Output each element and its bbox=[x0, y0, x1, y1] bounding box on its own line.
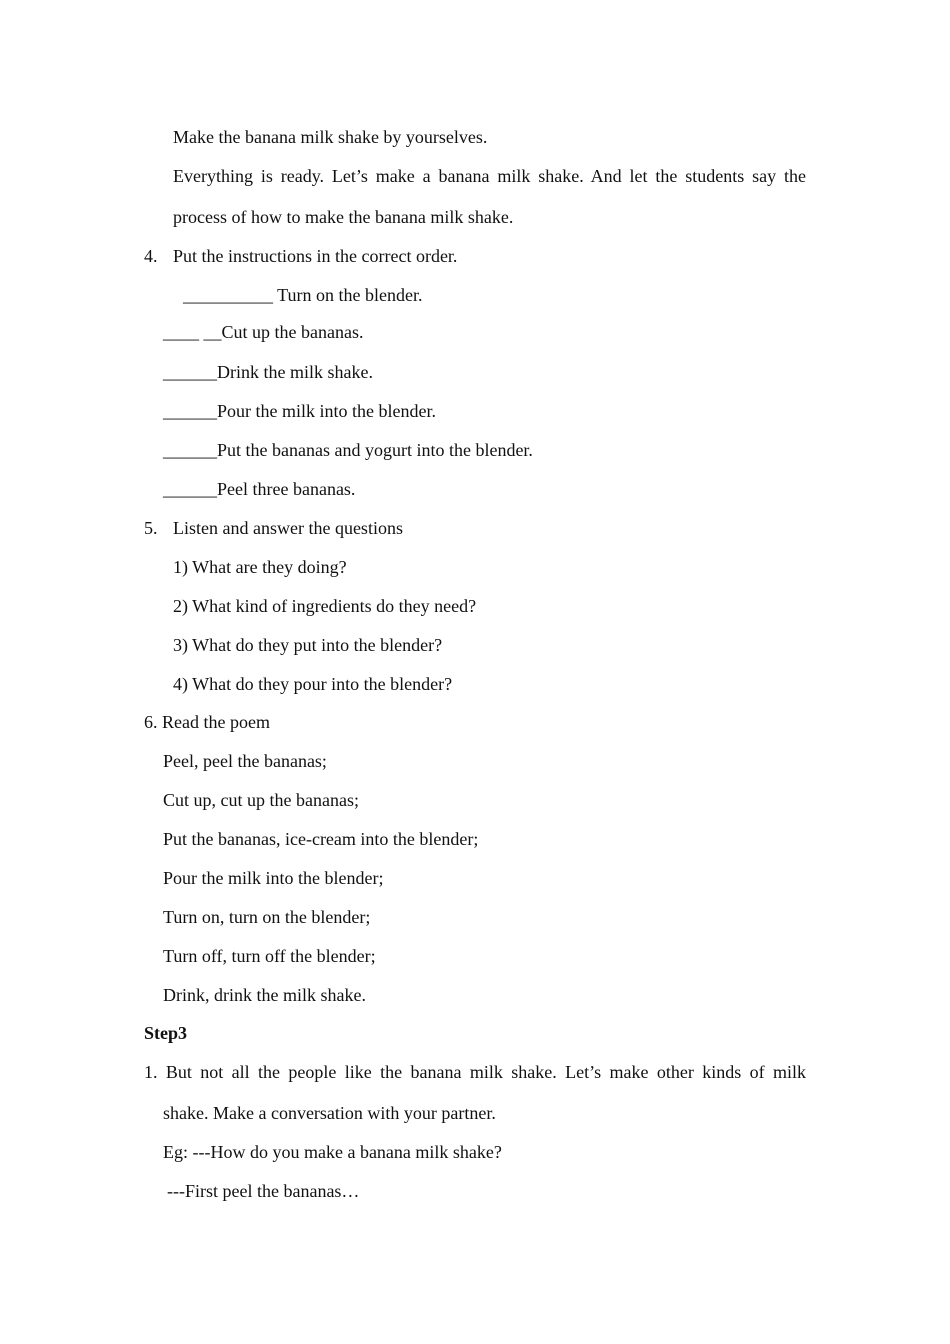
example-answer: ---First peel the bananas… bbox=[167, 1181, 360, 1201]
poem-line: Put the bananas, ice-cream into the blender; bbox=[163, 829, 479, 849]
poem-line: Cut up, cut up the bananas; bbox=[163, 790, 359, 810]
section-5-number: 5. bbox=[144, 518, 158, 538]
poem-line: Pour the milk into the blender; bbox=[163, 868, 384, 888]
section-4-heading bbox=[144, 245, 457, 267]
order-item: ____ __Cut up the bananas. bbox=[163, 322, 364, 342]
order-item: ______Pour the milk into the blender. bbox=[163, 401, 436, 421]
intro-line-1: Make the banana milk shake by yourselves. bbox=[173, 127, 488, 147]
section-4-title: Put the instructions in the correct order. bbox=[173, 246, 458, 266]
section-6-heading: 6. Read the poem bbox=[144, 712, 270, 732]
section-4-number: 4. bbox=[144, 246, 158, 266]
question-item: 2) What kind of ingredients do they need? bbox=[173, 596, 477, 616]
question-item: 1) What are they doing? bbox=[173, 557, 347, 577]
section-5-title: Listen and answer the questions bbox=[173, 518, 403, 538]
order-item: ______Drink the milk shake. bbox=[163, 362, 373, 382]
question-item: 4) What do they pour into the blender? bbox=[173, 674, 453, 694]
step-3-paragraph-line-1: 1. But not all the people like the banana milk shake. Let’s make other kinds of milk bbox=[144, 1062, 806, 1082]
intro-line-2: Everything is ready. Let’s make a banana milk shake. And let the students say the bbox=[173, 166, 806, 186]
order-item: ______Peel three bananas. bbox=[163, 479, 356, 499]
step-3-heading: Step3 bbox=[144, 1023, 188, 1043]
step-3-paragraph-line-2: shake. Make a conversation with your partner. bbox=[163, 1103, 496, 1123]
order-item: __________ Turn on the blender. bbox=[183, 285, 423, 305]
poem-line: Peel, peel the bananas; bbox=[163, 751, 327, 771]
poem-line: Turn on, turn on the blender; bbox=[163, 907, 371, 927]
example-question: Eg: ---How do you make a banana milk shake? bbox=[163, 1142, 502, 1162]
intro-line-3: process of how to make the banana milk shake. bbox=[173, 207, 514, 227]
poem-line: Drink, drink the milk shake. bbox=[163, 985, 366, 1005]
order-item: ______Put the bananas and yogurt into the blender. bbox=[163, 440, 533, 460]
question-item: 3) What do they put into the blender? bbox=[173, 635, 443, 655]
section-5-heading bbox=[144, 517, 403, 539]
poem-line: Turn off, turn off the blender; bbox=[163, 946, 376, 966]
